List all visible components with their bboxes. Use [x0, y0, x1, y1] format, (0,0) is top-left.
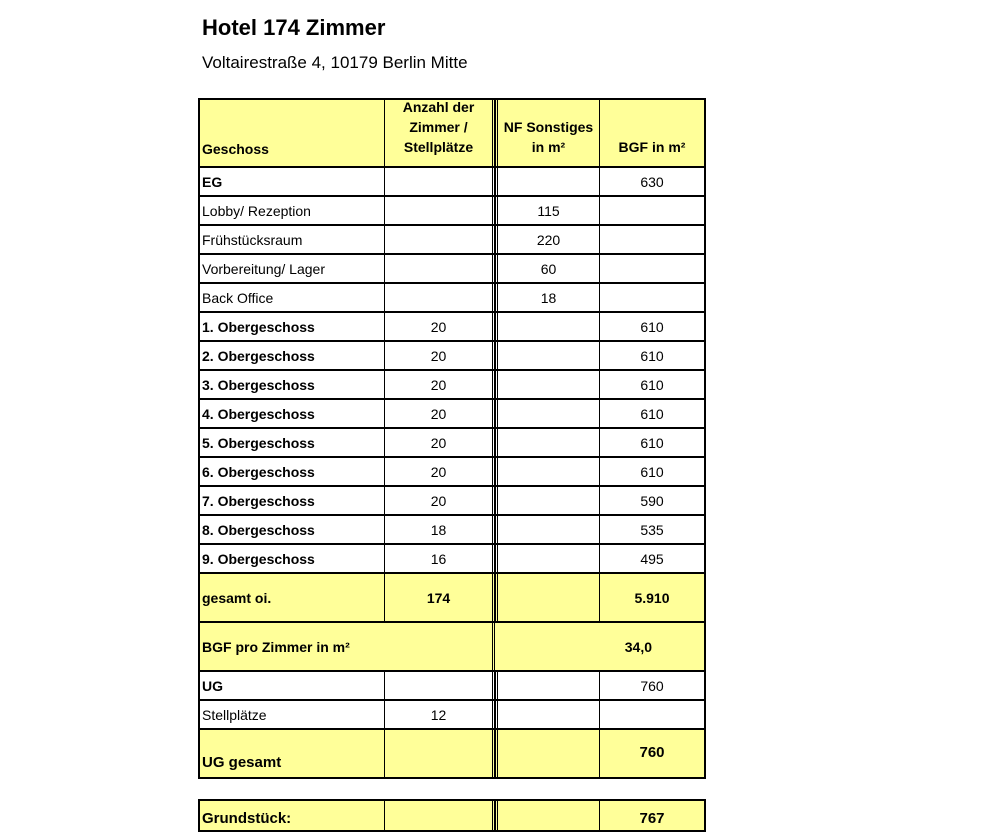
plot-bgf: 767 [639, 810, 665, 827]
row-bgf: 495 [640, 550, 664, 567]
per-room-label: BGF pro Zimmer in m² [200, 623, 495, 670]
row-label: 8. Obergeschoss [200, 516, 385, 543]
total-row [198, 574, 706, 623]
plot-nf [495, 801, 600, 830]
table-row [198, 371, 706, 400]
header-anzahl: Anzahl der Zimmer / Stellplätze [385, 100, 495, 166]
header-geschoss: Geschoss [200, 100, 385, 166]
table-row [198, 313, 706, 342]
row-bgf: 610 [640, 376, 664, 393]
per-room-row [198, 623, 706, 672]
row-nf: 220 [495, 226, 600, 253]
row-bgf: 610 [640, 434, 664, 451]
ug-total-anzahl [385, 730, 495, 777]
total-label: gesamt oi. [200, 574, 385, 621]
row-anzahl [385, 168, 495, 195]
ug-label: UG [200, 672, 385, 699]
table-row [198, 226, 706, 255]
row-label: Back Office [200, 284, 385, 311]
row-bgf [600, 255, 704, 282]
row-label: 4. Obergeschoss [200, 400, 385, 427]
page-title: Hotel 174 Zimmer [202, 15, 386, 40]
row-anzahl [385, 284, 495, 311]
row-bgf: 610 [640, 318, 664, 335]
address-subtitle: Voltairestraße 4, 10179 Berlin Mitte [202, 53, 468, 72]
row-label: 2. Obergeschoss [200, 342, 385, 369]
parking-bgf [600, 701, 704, 728]
row-bgf: 630 [640, 173, 664, 190]
row-nf [495, 342, 600, 369]
row-anzahl: 16 [385, 545, 495, 572]
row-anzahl: 20 [385, 342, 495, 369]
row-label: EG [200, 168, 385, 195]
row-nf [495, 313, 600, 340]
table-row [198, 342, 706, 371]
row-anzahl [385, 197, 495, 224]
table-row [198, 516, 706, 545]
ug-total-row [198, 730, 706, 779]
ug-nf [495, 672, 600, 699]
row-nf: 60 [495, 255, 600, 282]
table-row [198, 429, 706, 458]
row-bgf [600, 284, 704, 311]
row-nf [495, 371, 600, 398]
row-bgf: 610 [640, 347, 664, 364]
ug-row [198, 672, 706, 701]
row-anzahl [385, 255, 495, 282]
parking-label: Stellplätze [200, 701, 385, 728]
row-nf [495, 168, 600, 195]
row-anzahl: 20 [385, 371, 495, 398]
table-row [198, 400, 706, 429]
row-nf [495, 487, 600, 514]
parking-row [198, 701, 706, 730]
ug-total-nf [495, 730, 600, 777]
per-room-bgf: 34,0 [624, 638, 652, 655]
row-nf: 115 [495, 197, 600, 224]
total-nf [495, 574, 600, 621]
row-nf [495, 516, 600, 543]
row-anzahl: 20 [385, 429, 495, 456]
row-label: Lobby/ Rezeption [200, 197, 385, 224]
row-bgf [600, 197, 704, 224]
row-label: Vorbereitung/ Lager [200, 255, 385, 282]
table-row [198, 197, 706, 226]
row-anzahl: 20 [385, 400, 495, 427]
row-label: 3. Obergeschoss [200, 371, 385, 398]
area-table [198, 98, 706, 832]
header-nf: NF Sonstiges in m² [495, 100, 600, 166]
row-label: 7. Obergeschoss [200, 487, 385, 514]
row-label: 9. Obergeschoss [200, 545, 385, 572]
parking-nf [495, 701, 600, 728]
table-row [198, 284, 706, 313]
row-anzahl: 20 [385, 313, 495, 340]
row-anzahl [385, 226, 495, 253]
row-anzahl: 20 [385, 487, 495, 514]
row-label: 6. Obergeschoss [200, 458, 385, 485]
row-nf [495, 400, 600, 427]
row-bgf: 610 [640, 463, 664, 480]
table-body [198, 168, 706, 574]
row-bgf: 610 [640, 405, 664, 422]
total-anzahl: 174 [385, 574, 495, 621]
ug-bgf: 760 [640, 677, 664, 694]
plot-row [198, 799, 706, 832]
row-nf [495, 429, 600, 456]
table-row [198, 255, 706, 284]
table-row [198, 168, 706, 197]
row-anzahl: 18 [385, 516, 495, 543]
table-gap [198, 779, 706, 799]
row-bgf [600, 226, 704, 253]
row-nf [495, 545, 600, 572]
ug-total-label: UG gesamt [200, 730, 385, 777]
row-label: Frühstücksraum [200, 226, 385, 253]
ug-anzahl [385, 672, 495, 699]
table-row [198, 487, 706, 516]
row-nf [495, 458, 600, 485]
plot-anzahl [385, 801, 495, 830]
plot-label: Grundstück: [200, 801, 385, 830]
row-label: 1. Obergeschoss [200, 313, 385, 340]
row-bgf: 590 [640, 492, 664, 509]
table-row [198, 458, 706, 487]
row-anzahl: 20 [385, 458, 495, 485]
header-bgf: BGF in m² [618, 139, 686, 155]
row-label: 5. Obergeschoss [200, 429, 385, 456]
table-row [198, 545, 706, 574]
ug-total-bgf: 760 [639, 744, 665, 761]
row-bgf: 535 [640, 521, 664, 538]
row-nf: 18 [495, 284, 600, 311]
table-header [198, 98, 706, 168]
total-bgf: 5.910 [634, 589, 670, 606]
parking-anzahl: 12 [385, 701, 495, 728]
